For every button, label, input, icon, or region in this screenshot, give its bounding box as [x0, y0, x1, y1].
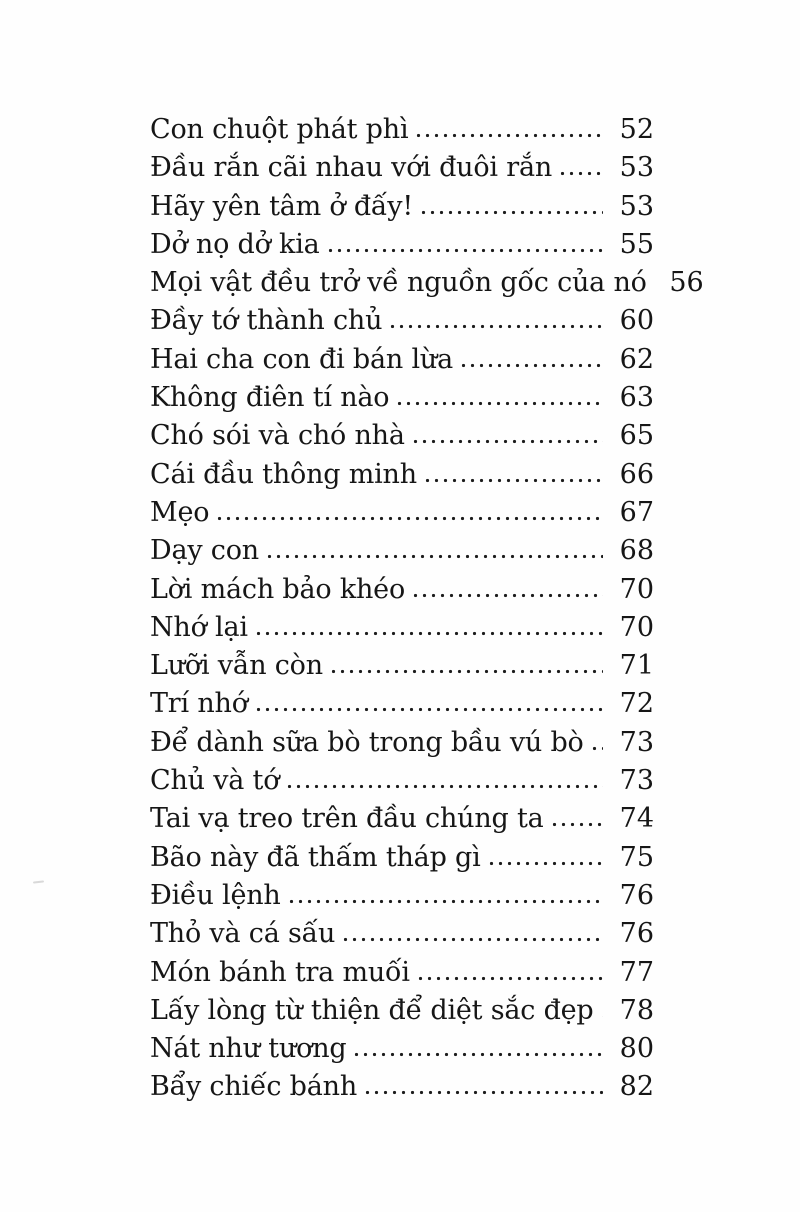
toc-entry: [150, 724, 654, 762]
toc-entry-title: Không điên tí nào: [150, 382, 390, 414]
toc-entry-page-number: 63: [619, 382, 654, 414]
table-of-contents: [150, 111, 704, 1107]
dot-leader: [215, 516, 603, 521]
toc-entry: [150, 149, 654, 187]
toc-entry-page-number: 70: [619, 573, 654, 605]
dot-leader: [352, 1052, 603, 1057]
toc-entry-title: Dạy con: [150, 535, 259, 567]
toc-entry: [150, 302, 654, 340]
toc-entry-title: Cái đầu thông minh: [150, 458, 417, 490]
toc-entry-page-number: 72: [619, 688, 654, 720]
toc-entry-page-number: 74: [619, 803, 654, 835]
toc-entry: [150, 264, 704, 302]
toc-entry: [150, 915, 654, 953]
toc-entry: [150, 341, 654, 379]
dot-leader: [416, 976, 603, 981]
toc-entry-page-number: 53: [619, 190, 654, 222]
toc-entry-page-number: 75: [619, 841, 654, 873]
scan-artifact: [33, 880, 44, 883]
toc-entry-title: Để dành sữa bò trong bầu vú bò: [150, 726, 584, 758]
dot-leader: [414, 133, 603, 138]
toc-entry: [150, 877, 654, 915]
dot-leader: [590, 746, 603, 751]
toc-entry: [150, 1030, 654, 1068]
dot-leader: [254, 631, 603, 636]
toc-entry-page-number: 62: [619, 343, 654, 375]
toc-entry-page-number: 55: [619, 228, 654, 260]
toc-entry: [150, 1068, 654, 1106]
toc-entry-page-number: 78: [619, 994, 654, 1026]
toc-entry-page-number: 76: [619, 879, 654, 911]
toc-entry: [150, 685, 654, 723]
toc-entry-page-number: 67: [619, 496, 654, 528]
toc-entry: [150, 609, 654, 647]
toc-entry: [150, 226, 654, 264]
dot-leader: [287, 899, 603, 904]
toc-entry: [150, 571, 654, 609]
toc-entry-title: Nhớ lại: [150, 611, 248, 643]
toc-entry: [150, 417, 654, 455]
toc-entry-page-number: 82: [619, 1071, 654, 1103]
toc-entry: [150, 992, 654, 1030]
dot-leader: [411, 593, 603, 598]
dot-leader: [600, 1014, 603, 1019]
toc-entry-title: Mọi vật đều trở về nguồn gốc của nó: [150, 267, 647, 299]
toc-entry-page-number: 70: [619, 611, 654, 643]
dot-leader: [341, 937, 603, 942]
toc-entry-page-number: 76: [619, 918, 654, 950]
dot-leader: [459, 363, 603, 368]
toc-entry: [150, 188, 654, 226]
toc-entry-page-number: 53: [619, 152, 654, 184]
toc-entry-page-number: 60: [619, 305, 654, 337]
toc-entry-title: Hai cha con đi bán lừa: [150, 343, 453, 375]
toc-entry-title: Tai vạ treo trên đầu chúng ta: [150, 803, 544, 835]
toc-entry-title: Thỏ và cá sấu: [150, 918, 336, 950]
dot-leader: [329, 669, 603, 674]
toc-entry-page-number: 66: [619, 458, 654, 490]
toc-entry-page-number: 73: [619, 726, 654, 758]
dot-leader: [411, 439, 603, 444]
toc-entry-title: Nát như tương: [150, 1033, 347, 1065]
toc-entry: [150, 954, 654, 992]
toc-entry-page-number: 80: [619, 1033, 654, 1065]
dot-leader: [326, 248, 603, 253]
toc-entry-title: Lưỡi vẫn còn: [150, 650, 323, 682]
toc-entry-page-number: 56: [669, 267, 704, 299]
toc-entry: [150, 111, 654, 149]
toc-entry-page-number: 71: [619, 650, 654, 682]
toc-entry-title: Chó sói và chó nhà: [150, 420, 405, 452]
toc-entry-title: Món bánh tra muối: [150, 956, 410, 988]
toc-entry: [150, 494, 654, 532]
dot-leader: [388, 324, 603, 329]
dot-leader: [254, 707, 603, 712]
dot-leader: [487, 861, 603, 866]
toc-entry-page-number: 77: [619, 956, 654, 988]
dot-leader: [395, 401, 603, 406]
dot-leader: [363, 1090, 603, 1095]
toc-entry-title: Bẩy chiếc bánh: [150, 1071, 358, 1103]
dot-leader: [558, 171, 603, 176]
toc-entry-title: Đầy tớ thành chủ: [150, 305, 383, 337]
toc-entry-title: Trí nhớ: [150, 688, 248, 720]
toc-entry: [150, 379, 654, 417]
toc-entry: [150, 532, 654, 570]
dot-leader: [550, 822, 603, 827]
toc-entry-title: Lấy lòng từ thiện để diệt sắc đẹp: [150, 994, 594, 1026]
toc-entry-page-number: 68: [619, 535, 654, 567]
toc-entry-title: Bão này đã thấm tháp gì: [150, 841, 481, 873]
toc-entry-title: Hãy yên tâm ở đấy!: [150, 190, 413, 222]
toc-entry-title: Chủ và tớ: [150, 765, 280, 797]
dot-leader: [285, 784, 603, 789]
dot-leader: [265, 554, 603, 559]
toc-entry-page-number: 52: [619, 114, 654, 145]
toc-entry-page-number: 73: [619, 765, 654, 797]
toc-entry-title: Đầu rắn cãi nhau với đuôi rắn: [150, 152, 553, 184]
toc-entry-title: Dở nọ dở kia: [150, 228, 320, 260]
toc-entry-title: Con chuột phát phì: [150, 114, 409, 145]
toc-entry-title: Lời mách bảo khéo: [150, 573, 405, 605]
toc-entry: [150, 762, 654, 800]
toc-entry-page-number: 65: [619, 420, 654, 452]
toc-entry: [150, 456, 654, 494]
toc-entry-title: Mẹo: [150, 496, 210, 528]
dot-leader: [419, 210, 603, 215]
toc-entry: [150, 800, 654, 838]
toc-entry-title: Điều lệnh: [150, 879, 281, 911]
dot-leader: [423, 478, 603, 483]
toc-entry: [150, 839, 654, 877]
toc-entry: [150, 647, 654, 685]
